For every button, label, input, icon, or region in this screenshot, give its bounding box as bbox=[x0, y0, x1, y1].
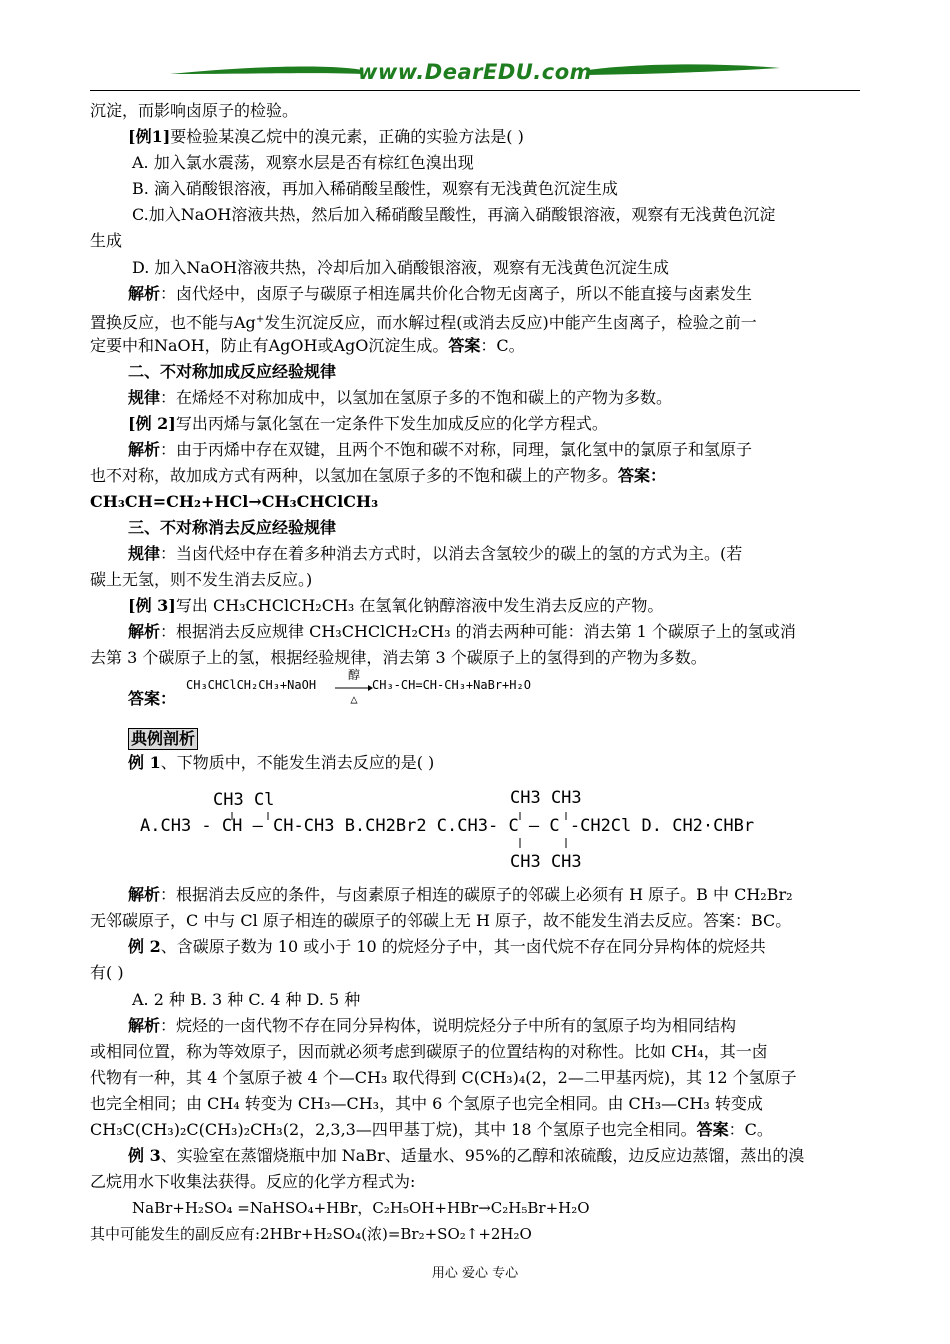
reaction-3-condition-top: 醇 bbox=[347, 668, 360, 682]
question-1: 例 1、下物质中，不能发生消去反应的是( ) bbox=[128, 753, 435, 772]
example-1-question: [例1]要检验某溴乙烷中的溴元素，正确的实验方法是( ) bbox=[128, 127, 524, 146]
reaction-3-reactants: CH₃CHClCH₂CH₃+NaOH bbox=[186, 678, 317, 692]
rule-3: 规律：当卤代烃中存在着多种消去方式时，以消去含氢较少的碳上的氢的方式为主。(若 bbox=[128, 544, 743, 563]
structure-bottom-b: CH3 CH3 bbox=[510, 852, 582, 872]
structure-top-a: CH3 Cl bbox=[213, 790, 275, 810]
example-2-question: [例 2]写出丙烯与氯化氢在一定条件下发生加成反应的化学方程式。 bbox=[128, 414, 608, 433]
option-c-cont: 生成 bbox=[90, 231, 123, 250]
question-2-analysis-c: 代物有一种，其 4 个氢原子被 4 个—CH₃ 取代得到 C(CH₃)₄(2，2—二甲基丙烷)，其 12 个氢原子 bbox=[90, 1068, 797, 1087]
analysis-1: 解析：卤代烃中，卤原子与碳原子相连属共价化合物无卤离子，所以不能直接与卤素发生 bbox=[128, 284, 753, 303]
structure-main-row: A.CH3 - CH — CH-CH3 B.CH2Br2 C.CH3- C — C -CH2Cl D. CH2·CHBr bbox=[140, 816, 755, 836]
page-footer: 用心 爱心 专心 bbox=[431, 1266, 519, 1281]
analysis-3-cont: 去第 3 个碳原子上的氢，根据经验规律，消去第 3 个碳原子上的氢得到的产物为多数。 bbox=[90, 648, 707, 667]
option-a: A. 加入氯水震荡，观察水层是否有棕红色溴出现 bbox=[132, 153, 474, 172]
analysis-1-end: 定要中和NaOH，防止有AgOH或AgO沉淀生成。答案：C。 bbox=[90, 336, 525, 355]
header-divider bbox=[90, 90, 860, 91]
question-1-analysis: 解析：根据消去反应的条件，与卤素原子相连的碳原子的邻碳上必须有 H 原子。B 中 CH₂Br₂ bbox=[128, 885, 793, 904]
answer-3-label: 答案： bbox=[128, 689, 177, 708]
reaction-arrow-icon bbox=[334, 684, 374, 692]
text-line: 沉淀，而影响卤原子的检验。 bbox=[90, 101, 299, 120]
site-url[interactable]: www.DearEDU.com bbox=[357, 60, 593, 84]
analysis-1-cont: 置换反应，也不能与Ag+发生沉淀反应，而水解过程(或消去反应)中能产生卤离子，检验之前一 bbox=[90, 313, 757, 332]
reaction-3-condition-bottom: △ bbox=[350, 692, 358, 706]
question-2-cont: 有( ) bbox=[90, 963, 124, 982]
question-2-analysis-e: CH₃C(CH₃)₂C(CH₃)₂CH₃(2，2,3,3—四甲基丁烷)，其中 18 个氢原子也完全相同。答案：C。 bbox=[90, 1120, 773, 1139]
question-1-analysis-cont: 无邻碳原子，C 中与 Cl 原子相连的碳原子的邻碳上无 H 原子，故不能发生消去反应。答案：BC。 bbox=[90, 911, 792, 930]
question-2: 例 2、含碳原子数为 10 或小于 10 的烷烃分子中，其一卤代烷不存在同分异构体的烷烃共 bbox=[128, 937, 766, 956]
question-2-analysis-b: 或相同位置，称为等效原子，因而就必须考虑到碳原子的位置结构的对称性。比如 CH₄，其一卤 bbox=[90, 1042, 768, 1061]
question-3-cont: 乙烷用水下收集法获得。反应的化学方程式为: bbox=[90, 1172, 416, 1191]
analysis-2-cont: 也不对称，故加成方式有两种，以氢加在氢原子多的不饱和碳上的产物多。答案： bbox=[90, 466, 667, 485]
section-3-title: 三、不对称消去反应经验规律 bbox=[128, 518, 337, 537]
question-2-analysis: 解析：烷烃的一卤代物不存在同分异构体，说明烷烃分子中所有的氢原子均为相同结构 bbox=[128, 1016, 737, 1035]
question-2-analysis-d: 也完全相同；由 CH₄ 转变为 CH₃—CH₃，其中 6 个氢原子也完全相同。由 CH₃—CH₃ 转变成 bbox=[90, 1094, 763, 1113]
question-3: 例 3、实验室在蒸馏烧瓶中加 NaBr、适量水、95%的乙醇和浓硫酸，边反应边蒸馏，蒸出的溴 bbox=[128, 1146, 805, 1165]
structure-top-b: CH3 CH3 bbox=[510, 788, 582, 808]
analysis-3: 解析：根据消去反应规律 CH₃CHClCH₂CH₃ 的消去两种可能：消去第 1 个碳原子上的氢或消 bbox=[128, 622, 796, 641]
analysis-2: 解析：由于丙烯中存在双键，且两个不饱和碳不对称，同理，氯化氢中的氯原子和氢原子 bbox=[128, 440, 753, 459]
question-2-options: A. 2 种 B. 3 种 C. 4 种 D. 5 种 bbox=[132, 990, 361, 1009]
section-4-title: 典例剖析 bbox=[128, 728, 198, 750]
example-label: [例1] bbox=[128, 127, 171, 146]
question-3-side-reaction: 其中可能发生的副反应有:2HBr+H₂SO₄(浓)=Br₂+SO₂↑+2H₂O bbox=[90, 1225, 532, 1243]
reaction-3 bbox=[186, 678, 316, 692]
section-2-title: 二、不对称加成反应经验规律 bbox=[128, 362, 337, 381]
option-b: B. 滴入硝酸银溶液，再加入稀硝酸呈酸性，观察有无浅黄色沉淀生成 bbox=[132, 179, 618, 198]
rule-3-cont: 碳上无氢，则不发生消去反应。) bbox=[90, 570, 313, 589]
equation-2: CH₃CH=CH₂+HCl→CH₃CHClCH₃ bbox=[90, 492, 379, 511]
example-3-question: [例 3]写出 CH₃CHClCH₂CH₃ 在氢氧化钠醇溶液中发生消去反应的产物。 bbox=[128, 596, 664, 615]
reaction-3-products: CH₃-CH=CH-CH₃+NaBr+H₂O bbox=[372, 678, 531, 692]
option-c: C.加入NaOH溶液共热，然后加入稀硝酸呈酸性，再滴入硝酸银溶液，观察有无浅黄色沉淀 bbox=[132, 205, 776, 224]
option-d: D. 加入NaOH溶液共热，冷却后加入硝酸银溶液，观察有无浅黄色沉淀生成 bbox=[132, 258, 670, 277]
question-3-equation: NaBr+H₂SO₄ =NaHSO₄+HBr，C₂H₅OH+HBr→C₂H₅Br+H₂O bbox=[132, 1199, 590, 1217]
rule-2: 规律：在烯烃不对称加成中，以氢加在氢原子多的不饱和碳上的产物为多数。 bbox=[128, 388, 673, 407]
site-header bbox=[90, 58, 860, 90]
